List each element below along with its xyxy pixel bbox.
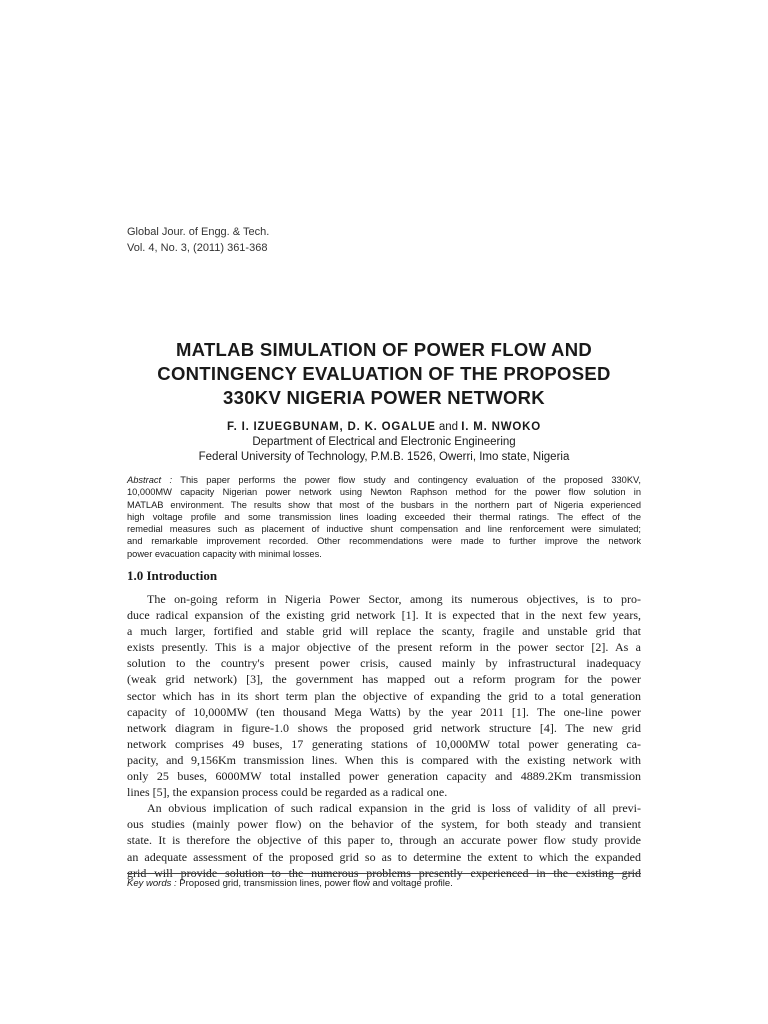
author-conjunction: and (435, 421, 462, 433)
body-line: (weak grid network) [3], the government has mapped out a reform program for the power (127, 672, 641, 687)
body-line: sector which has in its short term plan the objective of expanding the grid to a total generation (127, 688, 641, 703)
journal-name: Global Jour. of Engg. & Tech. (127, 226, 270, 238)
body-line: state. It is therefore the objective of this paper to, through an accurate power flow study provide (127, 833, 641, 848)
body-line: capacity of 10,000MW (ten thousand Mega Watts) by the year 2011 [1]. The one-line power (127, 704, 641, 719)
abstract-line: power evacuation capacity with minimal losses. (127, 548, 322, 559)
journal-volume: Vol. 4, No. 3, (2011) 361-368 (127, 242, 268, 254)
body-line: network comprises 49 buses, 17 generating stations of 10,000MW total power generating ca- (127, 736, 641, 751)
body-line: grid will provide solution to the numerous problems presently experienced in the existing grid (127, 865, 641, 880)
author-name-1: F. I. IZUEGBUNAM, D. K. OGALUE (227, 421, 436, 433)
abstract-label: Abstract : (127, 475, 173, 485)
abstract-line: high voltage profile and some transmission lines loading exceeded their thermal ratings. The effect of the (127, 511, 641, 522)
body-line: ous studies (mainly power flow) on the behavior of the system, for both steady and transient (127, 817, 641, 832)
paper-title (100, 338, 668, 410)
keywords-text: Proposed grid, transmission lines, power flow and voltage profile. (176, 878, 453, 889)
abstract-line: 10,000MW capacity Nigerian power network using Newton Raphson method for the power flow solution in (127, 487, 641, 498)
keywords (127, 877, 453, 890)
body-line: lines [5], the expansion process could be regarded as a radical one. (127, 785, 448, 800)
body-line: An obvious implication of such radical expansion in the grid is loss of validity of all previ- (147, 801, 641, 816)
abstract-line: MATLAB environment. The results show that most of the busbars in the northern part of Nigeria experienced (127, 499, 641, 510)
author-block (100, 420, 668, 465)
body-line: duce radical expansion of the existing grid network [1]. It is expected that in the next few years, (127, 608, 641, 623)
body-line: a much larger, fortified and stable grid will replace the scanty, fragile and unstable grid that (127, 624, 641, 639)
author-names (100, 420, 668, 435)
title-line-2: CONTINGENCY EVALUATION OF THE PROPOSED (157, 363, 611, 384)
body-line: solution to the country's present power crisis, caused mainly by infrastructural inadequacy (127, 656, 641, 671)
author-department: Department of Electrical and Electronic Engineering (252, 436, 516, 448)
title-line-3: 330KV NIGERIA POWER NETWORK (223, 387, 545, 408)
abstract-line: remedial measures such as placement of inductive shunt compensation and line renforcement were simulated; (127, 524, 641, 535)
body-line: exists presently. This is a major objective of the present reform in the power sector [2]. As a (127, 640, 641, 655)
body-line: The on-going reform in Nigeria Power Sector, among its numerous objectives, is to pro- (147, 592, 641, 606)
section-heading-introduction: 1.0 Introduction (127, 568, 218, 583)
body-line: only 25 buses, 6000MW total installed power generation capacity and 4889.2Km transmission (127, 769, 641, 784)
author-university: Federal University of Technology, P.M.B. 1526, Owerri, Imo state, Nigeria (198, 451, 570, 463)
journal-citation (127, 224, 269, 256)
abstract (127, 474, 641, 560)
body-line: an adequate assessment of the proposed grid so as to determine the extent to which the expanded (127, 849, 641, 864)
footnote-divider (127, 873, 641, 874)
title-line-1: MATLAB SIMULATION OF POWER FLOW AND (175, 339, 593, 360)
body-line: pacity, and 9,156Km transmission lines. When this is compared with the existing network with (127, 752, 641, 767)
abstract-line: Abstract : This paper performs the power flow study and contingency evaluation of the proposed 330KV, (127, 475, 641, 485)
author-name-2: I. M. NWOKO (461, 421, 541, 433)
keywords-label: Key words : (127, 878, 177, 889)
body-line: network diagram in figure-1.0 shows the proposed grid network structure [4]. The new grid (127, 720, 641, 735)
introduction-body (127, 591, 641, 881)
abstract-line: and remarkable improvement recorded. Other recommendations were made to further improve the network (127, 536, 641, 547)
